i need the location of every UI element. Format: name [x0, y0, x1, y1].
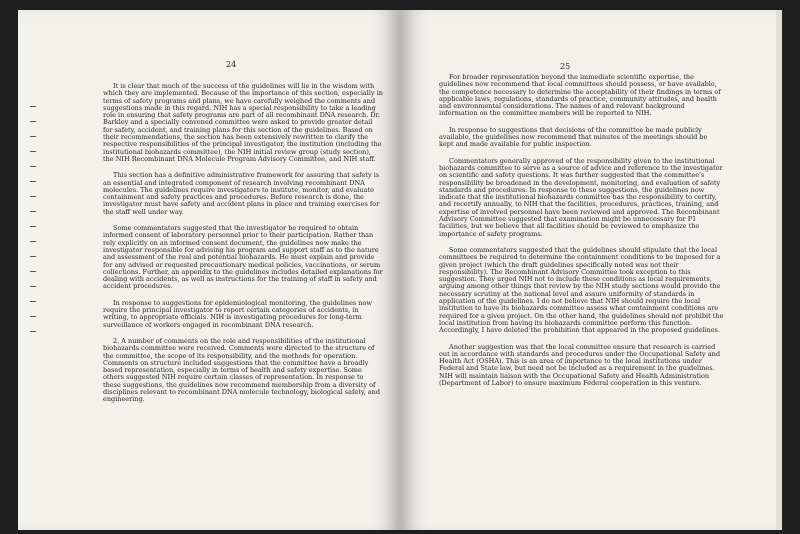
right-page-body: [439, 74, 724, 396]
ruler-tick: [30, 316, 36, 317]
page-edge: [776, 10, 782, 530]
ruler-tick: [30, 271, 36, 272]
ruler-tick: [30, 331, 36, 332]
ruler-marks: [30, 106, 38, 346]
ruler-tick: [30, 166, 36, 167]
left-paragraph-4: In response to suggestions for epidemiological monitoring, the guidelines now require the principal investigator to report certain categories of accidents, in writing, to appropriate officials. NIH is investigating procedures for long-term surveillance of workers engaged in recombinant DNA research.: [103, 298, 372, 329]
right-paragraph-2: In response to suggestions that decisions of the committee be made publicly available, the guidelines now recommend that minutes of the meetings should be kept and made available for public inspection.: [439, 125, 708, 149]
ruler-tick: [30, 136, 36, 137]
left-paragraph-5: 2. A number of comments on the role and responsibilities of the institutional biohazards committee were received. Comments were directed to the structure of the committee, the scope of its responsibility, and the methods for operation. Comments on structure included suggestions that the committee have a broadly based representation, especially in terms of health and safety expertise. Some others suggested NIH require certain classes of representation. In response to these suggestions, the guidelines now recommend membership from a diversity of disciplines relevant to recombinant DNA molecule technology, biological safety, and engineering.: [103, 336, 381, 404]
left-page: [18, 10, 398, 530]
ruler-tick: [30, 121, 36, 122]
right-paragraph-5: Another suggestion was that the local committee ensure that research is carried out in accordance with standards and procedures under the Occupational Safety and Health Act (OSHA). This is an area of importance to the local institutions under Federal and State law, but need not be included as a requirement in the guidelines. NIH will maintain liaison with the Occupational Safety and Health Administration (Department of Labor) to ensure maximum Federal cooperation in this venture.: [439, 342, 721, 387]
ruler-tick: [30, 196, 36, 197]
ruler-tick: [30, 301, 36, 302]
ruler-tick: [30, 226, 36, 227]
ruler-tick: [30, 211, 36, 212]
left-page-number: 24: [226, 60, 237, 69]
right-paragraph-4: Some commentators suggested that the guidelines should stipulate that the local committees be required to determine the containment conditions to be imposed for a given project (which the draft guidelines specifically noted was not their responsibility). The Recombinant Advisory Committee took exception to this suggestion. They urged NIH not to include these conditions as local requirements, arguing among other things that review by the NIH study sections would provide the necessary scrutiny at the national level and assure uniformity of standards in application of the guidelines. I do not believe that NIH should require the local institution to have its biohazards committee assess what containment conditions are required for a given project. On the other hand, the guidelines should not prohibit the local institution from having its biohazards committee perform this function. Accordingly, I have deleted the prohibition that appeared in the proposed guidelines.: [439, 245, 724, 335]
ruler-tick: [30, 151, 36, 152]
book-spread: [18, 10, 782, 530]
ruler-tick: [30, 106, 36, 107]
right-paragraph-3: Commentators generally approved of the responsibility given to the institutional biohazards committee to serve as a source of advice and reference to the investigator on scientific and safety questions. It was further suggested that the committee's responsibility be broadened in the development, monitoring, and evaluation of safety standards and procedures. In response to these suggestions, the guidelines now indicate that the institutional biohazards committee has the responsibility to certify, and recertify annually, to NIH that the facilities, procedures, practices, training, and expertise of involved personnel have been reviewed and approved. The Recombinant Advisory Committee suggested that examination might be unnecessary for P1 facilities, but we believe that all facilities should be reviewed to emphasize the importance of safety programs.: [439, 156, 723, 238]
left-paragraph-2: This section has a definitive administrative framework for assuring that safety is an essential and integrated component of research involving recombinant DNA molecules. The guidelines require investigators to institute, monitor, and evaluate containment and safety practices and procedures. Before research is done, the investigator must have safety and accident plans in place and training exercises for the staff well under way.: [103, 171, 380, 216]
ruler-tick: [30, 256, 36, 257]
ruler-tick: [30, 241, 36, 242]
right-paragraph-1: For broader representation beyond the immediate scientific expertise, the guidelines now recommend that local committees should possess, or have available, the competence necessary to determine the acceptability of their findings in terms of applicable laws, regulations, standards of practice, community attitudes, and health and environmental considerations. The names of and relevant background information on the committee members will be reported to NIH.: [439, 73, 721, 118]
right-page-number: 25: [560, 62, 571, 71]
left-paragraph-1: It is clear that much of the success of the guidelines will lie in the wisdom with which they are implemented. Because of the importance of this section, especially in terms of safety programs and plans, we have carefully weighed the comments and suggestions made in this regard. NIH has a special responsibility to take a leading role in ensuring that safety programs are part of all recombinant DNA research. Dr. Barkley and a specially convened committee were asked to provide greater detail for safety, accident, and training plans for this section of the guidelines. Based on their recommendations, the section has been extensively rewritten to clarify the respective responsibilities of the principal investigator, the institution (including the institutional biohazards committee), the NIH initial review group (study section), the NIH Recombinant DNA Molecule Program Advisory Committee, and NIH staff.: [103, 82, 383, 163]
left-page-body: [103, 83, 383, 413]
left-paragraph-3: Some commentators suggested that the investigator be required to obtain informed consent of laboratory personnel prior to their participation. Rather than rely explicitly on an informed consent document, the guidelines now make the investigator responsible for advising his program and support staff as to the nature and assessment of the real and potential biohazards. He must explain and provide for any advised or requested precautionary medical policies, vaccinations, or serum collections. Further, an appendix to the guidelines includes detailed explanations for dealing with accidents, as well as instructions for the training of staff in safety and accident procedures.: [103, 224, 383, 291]
right-page: [402, 10, 782, 530]
ruler-tick: [30, 286, 36, 287]
ruler-tick: [30, 181, 36, 182]
